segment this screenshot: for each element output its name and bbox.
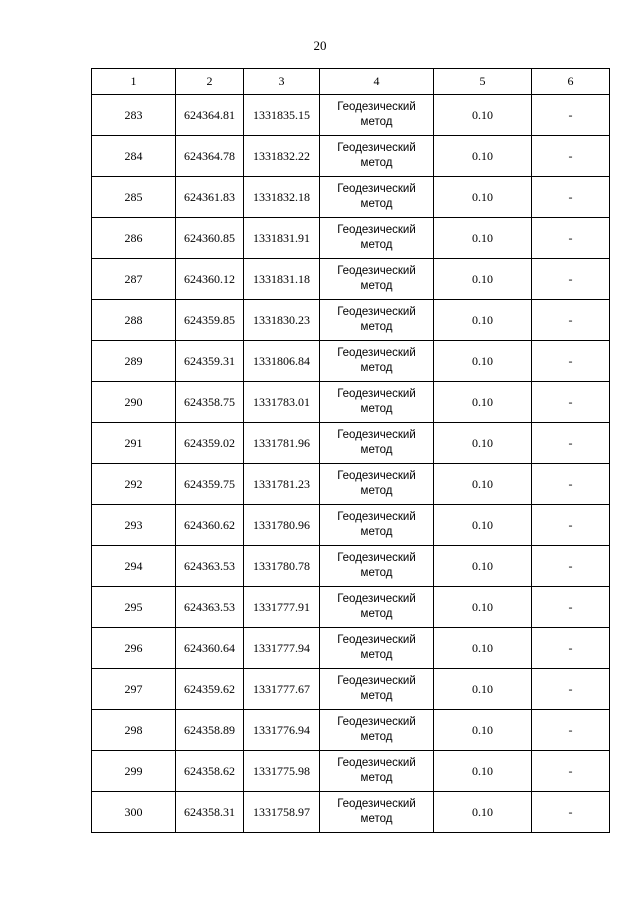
y-coordinate-cell: 1331781.96 bbox=[244, 423, 320, 464]
point-number-cell: 294 bbox=[92, 546, 176, 587]
table-row bbox=[92, 423, 610, 464]
method-text-line: метод bbox=[360, 403, 393, 415]
point-number-cell: 291 bbox=[92, 423, 176, 464]
y-coordinate-cell: 1331806.84 bbox=[244, 341, 320, 382]
accuracy-cell: 0.10 bbox=[434, 259, 532, 300]
accuracy-cell: 0.10 bbox=[434, 464, 532, 505]
point-number-cell: 298 bbox=[92, 710, 176, 751]
method-text-line: метод bbox=[360, 608, 393, 620]
x-coordinate-cell: 624359.31 bbox=[176, 341, 244, 382]
accuracy-cell: 0.10 bbox=[434, 300, 532, 341]
method-text-line: метод bbox=[360, 280, 393, 292]
accuracy-cell: 0.10 bbox=[434, 751, 532, 792]
y-coordinate-cell: 1331832.22 bbox=[244, 136, 320, 177]
x-coordinate-cell: 624358.31 bbox=[176, 792, 244, 833]
method-cell bbox=[320, 341, 434, 382]
method-cell bbox=[320, 259, 434, 300]
table-row bbox=[92, 259, 610, 300]
point-number-cell: 288 bbox=[92, 300, 176, 341]
point-number-cell: 283 bbox=[92, 95, 176, 136]
accuracy-cell: 0.10 bbox=[434, 218, 532, 259]
note-cell: - bbox=[532, 300, 610, 341]
header-cell-4: 4 bbox=[320, 69, 434, 95]
header-cell-2: 2 bbox=[176, 69, 244, 95]
point-number-cell: 292 bbox=[92, 464, 176, 505]
y-coordinate-cell: 1331831.91 bbox=[244, 218, 320, 259]
method-cell bbox=[320, 423, 434, 464]
accuracy-cell: 0.10 bbox=[434, 423, 532, 464]
method-text-line: метод bbox=[360, 485, 393, 497]
method-text-line: Геодезический bbox=[337, 101, 416, 113]
method-text-line: Геодезический bbox=[337, 265, 416, 277]
note-cell: - bbox=[532, 341, 610, 382]
method-text-line: метод bbox=[360, 444, 393, 456]
method-text-line: Геодезический bbox=[337, 675, 416, 687]
method-text-line: Геодезический bbox=[337, 757, 416, 769]
y-coordinate-cell: 1331777.67 bbox=[244, 669, 320, 710]
method-cell bbox=[320, 177, 434, 218]
method-text-line: метод bbox=[360, 116, 393, 128]
table-row bbox=[92, 95, 610, 136]
method-cell bbox=[320, 792, 434, 833]
note-cell: - bbox=[532, 751, 610, 792]
x-coordinate-cell: 624358.89 bbox=[176, 710, 244, 751]
table-row bbox=[92, 136, 610, 177]
accuracy-cell: 0.10 bbox=[434, 710, 532, 751]
accuracy-cell: 0.10 bbox=[434, 382, 532, 423]
method-text-line: метод bbox=[360, 772, 393, 784]
method-text-line: метод bbox=[360, 157, 393, 169]
method-cell bbox=[320, 300, 434, 341]
method-text-line: метод bbox=[360, 239, 393, 251]
x-coordinate-cell: 624359.75 bbox=[176, 464, 244, 505]
note-cell: - bbox=[532, 546, 610, 587]
method-text-line: метод bbox=[360, 526, 393, 538]
table-row bbox=[92, 505, 610, 546]
y-coordinate-cell: 1331780.96 bbox=[244, 505, 320, 546]
method-text-line: метод bbox=[360, 198, 393, 210]
method-text-line: Геодезический bbox=[337, 798, 416, 810]
x-coordinate-cell: 624359.62 bbox=[176, 669, 244, 710]
point-number-cell: 297 bbox=[92, 669, 176, 710]
table-row bbox=[92, 464, 610, 505]
x-coordinate-cell: 624363.53 bbox=[176, 587, 244, 628]
table-row bbox=[92, 382, 610, 423]
method-text-line: Геодезический bbox=[337, 593, 416, 605]
method-text-line: метод bbox=[360, 362, 393, 374]
method-text-line: Геодезический bbox=[337, 388, 416, 400]
method-cell bbox=[320, 95, 434, 136]
y-coordinate-cell: 1331835.15 bbox=[244, 95, 320, 136]
x-coordinate-cell: 624358.62 bbox=[176, 751, 244, 792]
x-coordinate-cell: 624359.85 bbox=[176, 300, 244, 341]
method-text-line: метод bbox=[360, 321, 393, 333]
note-cell: - bbox=[532, 669, 610, 710]
table-row bbox=[92, 710, 610, 751]
point-number-cell: 287 bbox=[92, 259, 176, 300]
table-header bbox=[92, 69, 610, 95]
method-text-line: Геодезический bbox=[337, 552, 416, 564]
note-cell: - bbox=[532, 382, 610, 423]
x-coordinate-cell: 624360.64 bbox=[176, 628, 244, 669]
coordinates-table bbox=[91, 68, 610, 833]
point-number-cell: 289 bbox=[92, 341, 176, 382]
method-text-line: Геодезический bbox=[337, 470, 416, 482]
method-text-line: Геодезический bbox=[337, 183, 416, 195]
method-text-line: Геодезический bbox=[337, 634, 416, 646]
accuracy-cell: 0.10 bbox=[434, 546, 532, 587]
point-number-cell: 286 bbox=[92, 218, 176, 259]
point-number-cell: 290 bbox=[92, 382, 176, 423]
method-cell bbox=[320, 628, 434, 669]
y-coordinate-cell: 1331775.98 bbox=[244, 751, 320, 792]
method-cell bbox=[320, 710, 434, 751]
accuracy-cell: 0.10 bbox=[434, 628, 532, 669]
method-text-line: метод bbox=[360, 731, 393, 743]
note-cell: - bbox=[532, 423, 610, 464]
header-row bbox=[92, 69, 610, 95]
method-cell bbox=[320, 751, 434, 792]
method-text-line: метод bbox=[360, 690, 393, 702]
table-row bbox=[92, 587, 610, 628]
table-row bbox=[92, 628, 610, 669]
note-cell: - bbox=[532, 136, 610, 177]
method-cell bbox=[320, 587, 434, 628]
accuracy-cell: 0.10 bbox=[434, 95, 532, 136]
x-coordinate-cell: 624358.75 bbox=[176, 382, 244, 423]
method-cell bbox=[320, 382, 434, 423]
header-cell-1: 1 bbox=[92, 69, 176, 95]
accuracy-cell: 0.10 bbox=[434, 177, 532, 218]
accuracy-cell: 0.10 bbox=[434, 669, 532, 710]
point-number-cell: 284 bbox=[92, 136, 176, 177]
x-coordinate-cell: 624360.62 bbox=[176, 505, 244, 546]
method-text-line: метод bbox=[360, 567, 393, 579]
table-row bbox=[92, 751, 610, 792]
method-text-line: Геодезический bbox=[337, 224, 416, 236]
accuracy-cell: 0.10 bbox=[434, 341, 532, 382]
method-cell bbox=[320, 546, 434, 587]
y-coordinate-cell: 1331783.01 bbox=[244, 382, 320, 423]
x-coordinate-cell: 624364.78 bbox=[176, 136, 244, 177]
x-coordinate-cell: 624360.12 bbox=[176, 259, 244, 300]
method-text-line: Геодезический bbox=[337, 511, 416, 523]
note-cell: - bbox=[532, 710, 610, 751]
header-cell-5: 5 bbox=[434, 69, 532, 95]
x-coordinate-cell: 624361.83 bbox=[176, 177, 244, 218]
method-cell bbox=[320, 218, 434, 259]
point-number-cell: 300 bbox=[92, 792, 176, 833]
page-number: 20 bbox=[313, 38, 327, 53]
point-number-cell: 295 bbox=[92, 587, 176, 628]
header-cell-3: 3 bbox=[244, 69, 320, 95]
method-cell bbox=[320, 505, 434, 546]
accuracy-cell: 0.10 bbox=[434, 587, 532, 628]
method-text-line: Геодезический bbox=[337, 429, 416, 441]
method-cell bbox=[320, 136, 434, 177]
note-cell: - bbox=[532, 464, 610, 505]
point-number-cell: 293 bbox=[92, 505, 176, 546]
point-number-cell: 285 bbox=[92, 177, 176, 218]
table-row bbox=[92, 218, 610, 259]
method-text-line: метод bbox=[360, 813, 393, 825]
x-coordinate-cell: 624363.53 bbox=[176, 546, 244, 587]
note-cell: - bbox=[532, 95, 610, 136]
y-coordinate-cell: 1331777.94 bbox=[244, 628, 320, 669]
accuracy-cell: 0.10 bbox=[434, 136, 532, 177]
header-cell-6: 6 bbox=[532, 69, 610, 95]
y-coordinate-cell: 1331777.91 bbox=[244, 587, 320, 628]
note-cell: - bbox=[532, 505, 610, 546]
note-cell: - bbox=[532, 792, 610, 833]
y-coordinate-cell: 1331830.23 bbox=[244, 300, 320, 341]
table-row bbox=[92, 546, 610, 587]
table-row bbox=[92, 177, 610, 218]
note-cell: - bbox=[532, 587, 610, 628]
method-cell bbox=[320, 464, 434, 505]
x-coordinate-cell: 624359.02 bbox=[176, 423, 244, 464]
table-row bbox=[92, 792, 610, 833]
point-number-cell: 299 bbox=[92, 751, 176, 792]
y-coordinate-cell: 1331776.94 bbox=[244, 710, 320, 751]
table-row bbox=[92, 341, 610, 382]
method-text-line: метод bbox=[360, 649, 393, 661]
accuracy-cell: 0.10 bbox=[434, 505, 532, 546]
note-cell: - bbox=[532, 218, 610, 259]
table-row bbox=[92, 669, 610, 710]
note-cell: - bbox=[532, 177, 610, 218]
x-coordinate-cell: 624360.85 bbox=[176, 218, 244, 259]
accuracy-cell: 0.10 bbox=[434, 792, 532, 833]
y-coordinate-cell: 1331832.18 bbox=[244, 177, 320, 218]
method-cell bbox=[320, 669, 434, 710]
point-number-cell: 296 bbox=[92, 628, 176, 669]
y-coordinate-cell: 1331831.18 bbox=[244, 259, 320, 300]
method-text-line: Геодезический bbox=[337, 142, 416, 154]
method-text-line: Геодезический bbox=[337, 306, 416, 318]
method-text-line: Геодезический bbox=[337, 716, 416, 728]
y-coordinate-cell: 1331780.78 bbox=[244, 546, 320, 587]
y-coordinate-cell: 1331781.23 bbox=[244, 464, 320, 505]
table-row bbox=[92, 300, 610, 341]
note-cell: - bbox=[532, 259, 610, 300]
y-coordinate-cell: 1331758.97 bbox=[244, 792, 320, 833]
table-body bbox=[92, 95, 610, 833]
method-text-line: Геодезический bbox=[337, 347, 416, 359]
x-coordinate-cell: 624364.81 bbox=[176, 95, 244, 136]
note-cell: - bbox=[532, 628, 610, 669]
